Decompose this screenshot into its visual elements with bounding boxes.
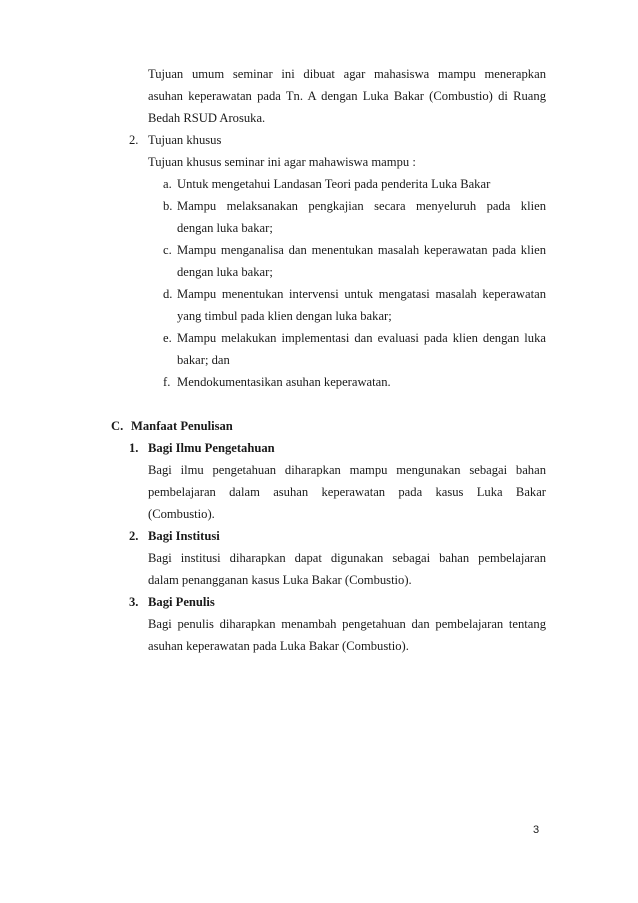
list-item-c-line-1: Mampu menganalisa dan menentukan masalah keperawatan pada klien — [177, 243, 546, 257]
manfaat-3-heading: Bagi Penulis — [148, 595, 215, 609]
manfaat-section-letter: C. — [111, 419, 124, 433]
manfaat-1-line-2: pembelajaran dalam asuhan keperawatan pada kasus Luka Bakar — [148, 485, 546, 499]
list-item-f-line-1: Mendokumentasikan asuhan keperawatan. — [177, 375, 391, 389]
list-item-b-line-2: dengan luka bakar; — [177, 221, 273, 235]
list-item-d-line-1: Mampu menentukan intervensi untuk mengatasi masalah keperawatan — [177, 287, 546, 301]
list-item-a-marker: a. — [163, 177, 172, 191]
list-item-d-line-2: yang timbul pada klien dengan luka bakar; — [177, 309, 392, 323]
manfaat-2-line-2: dalam penangganan kasus Luka Bakar (Combustio). — [148, 573, 412, 587]
tujuan-khusus-intro: Tujuan khusus seminar ini agar mahawiswa mampu : — [148, 155, 416, 169]
manfaat-1-line-1: Bagi ilmu pengetahuan diharapkan mampu mengunakan sebagai bahan — [148, 463, 546, 477]
manfaat-1-line-3: (Combustio). — [148, 507, 215, 521]
manfaat-1-number: 1. — [129, 441, 139, 455]
manfaat-2-number: 2. — [129, 529, 139, 543]
list-item-d-marker: d. — [163, 287, 173, 301]
tujuan-khusus-number: 2. — [129, 133, 139, 147]
list-item-a-line-1: Untuk mengetahui Landasan Teori pada penderita Luka Bakar — [177, 177, 491, 191]
list-item-c-marker: c. — [163, 243, 172, 257]
manfaat-2-heading: Bagi Institusi — [148, 529, 220, 543]
manfaat-1-heading: Bagi Ilmu Pengetahuan — [148, 441, 275, 455]
tujuan-umum-line-2: asuhan keperawatan pada Tn. A dengan Luka Bakar (Combustio) di Ruang — [148, 89, 546, 103]
list-item-c-line-2: dengan luka bakar; — [177, 265, 273, 279]
list-item-e-line-1: Mampu melakukan implementasi dan evaluasi pada klien dengan luka — [177, 331, 546, 345]
list-item-b-marker: b. — [163, 199, 173, 213]
list-item-e-marker: e. — [163, 331, 172, 345]
tujuan-khusus-heading: Tujuan khusus — [148, 133, 222, 147]
manfaat-section-heading: Manfaat Penulisan — [131, 419, 233, 433]
manfaat-3-line-1: Bagi penulis diharapkan menambah pengetahuan dan pembelajaran tentang — [148, 617, 546, 631]
tujuan-umum-line-3: Bedah RSUD Arosuka. — [148, 111, 266, 125]
list-item-f-marker: f. — [163, 375, 171, 389]
tujuan-umum-line-1: Tujuan umum seminar ini dibuat agar mahasiswa mampu menerapkan — [148, 67, 546, 81]
list-item-b-line-1: Mampu melaksanakan pengkajian secara menyeluruh pada klien — [177, 199, 546, 213]
page-number: 3 — [533, 824, 540, 836]
manfaat-2-line-1: Bagi institusi diharapkan dapat digunakan sebagai bahan pembelajaran — [148, 551, 546, 565]
manfaat-3-number: 3. — [129, 595, 139, 609]
manfaat-3-line-2: asuhan keperawatan pada Luka Bakar (Combustio). — [148, 639, 409, 653]
list-item-e-line-2: bakar; dan — [177, 353, 230, 367]
